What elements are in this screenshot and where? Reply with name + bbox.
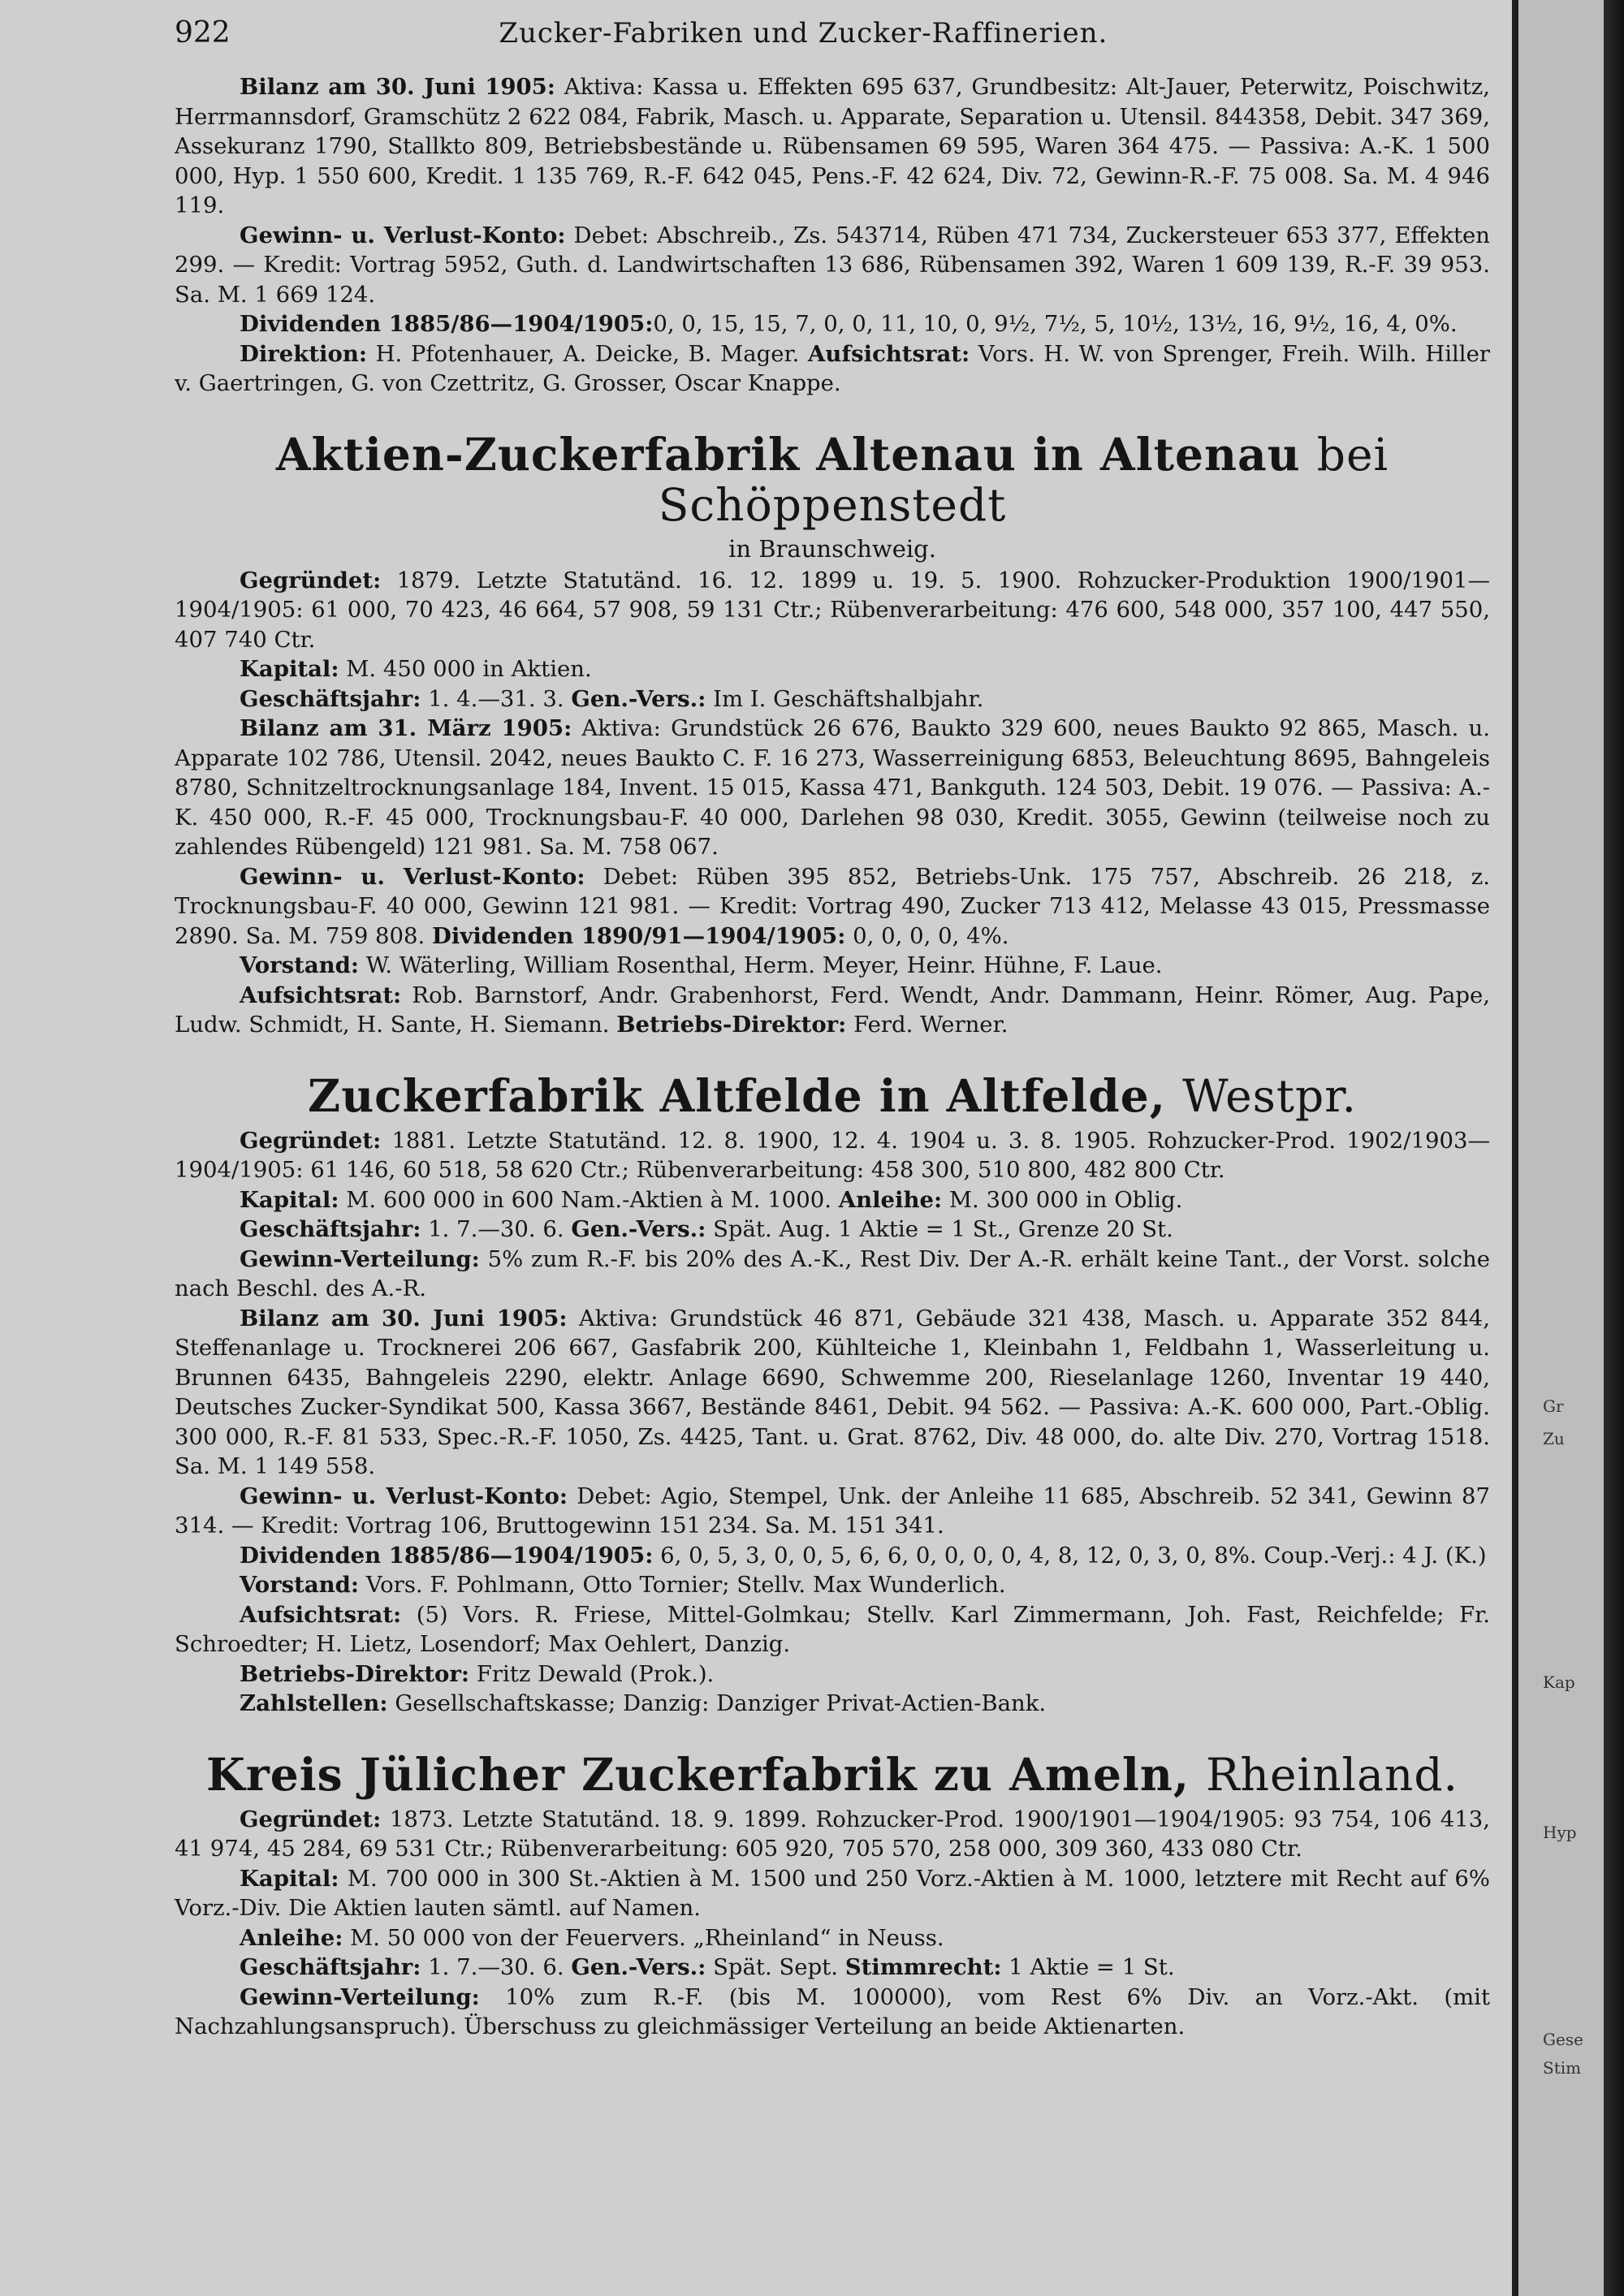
book-edge (1604, 0, 1624, 2296)
field-text: Debet: Rüben 395 852, Betriebs-Unk. 175 757, Abschreib. 26 218, z. Trocknungsbau-F. 40 000, Gewinn 121 981. — Kredit: Vortrag 490, Zucker 713 412, Melasse 43 015, Pressmasse 2890. Sa. M. 759 808. (175, 863, 1490, 949)
field-label: Direktion: (240, 340, 367, 367)
field-label: Gen.-Vers.: (571, 1954, 706, 1980)
profit-distribution-paragraph (175, 1983, 1490, 2042)
field-text: 1. 7.—30. 6. (428, 1954, 564, 1980)
company-name: Kreis Jülicher Zuckerfabrik zu Ameln, (205, 1747, 1190, 1801)
field-text: Rob. Barnstorf, Andr. Grabenhorst, Ferd. Wendt, Andr. Dammann, Heinr. Römer, Aug. Pape, Ludw. Schmidt, H. Sante, H. Siemann. (175, 982, 1490, 1038)
company-heading (175, 1747, 1490, 1801)
field-text: W. Wäterling, William Rosenthal, Herm. Meyer, Heinr. Hühne, F. Laue. (365, 952, 1163, 978)
company-entry (175, 1747, 1491, 2042)
field-label: Dividenden 1885/86—1904/1905: (240, 1542, 654, 1569)
dividends-paragraph (175, 309, 1490, 339)
company-entry (175, 1068, 1490, 1719)
margin-fragment: Kap (1543, 1672, 1575, 1692)
field-text: Ferd. Werner. (853, 1012, 1009, 1038)
founded-paragraph (175, 566, 1490, 655)
field-text: H. Pfotenhauer, A. Deicke, B. Mager. (375, 340, 800, 367)
field-label: Kapital: (240, 656, 339, 682)
field-text: Aktiva: Grundstück 26 676, Baukto 329 600, neues Baukto 92 865, Masch. u. Apparate 102 786, Utensil. 2042, neues Baukto C. F. 16 273, Wasserreinigung 6853, Beleuchtung 8695, Bahngeleis 8780, Schnitzeltrocknungsanlage 184, Invent. 15 015, Kassa 471, Bankguth. 124 503, Debit. 19 076. — Passiva: A.-K. 450 000, R.-F. 45 000, Trocknungsbau-F. 40 000, Darlehen 98 030, Kredit. 3055, Gewinn (teilweise noch zu zahlendes Rübengeld) 121 981. Sa. M. 758 067. (175, 715, 1490, 860)
profit-loss-paragraph (175, 1482, 1490, 1541)
field-label: Anleihe: (240, 1924, 343, 1951)
page-number: 922 (175, 16, 231, 50)
field-text: 1 Aktie = 1 St. (1009, 1954, 1175, 1980)
field-text: 1. 4.—31. 3. (428, 685, 564, 712)
field-text: 1873. Letzte Statutänd. 18. 9. 1899. Rohzucker-Prod. 1900/1901—1904/1905: 93 754, 106 413, 41 974, 45 284, 69 531 Ctr.; Rübenverarbeitung: 605 920, 705 570, 258 000, 309 360, 433 080 Ctr. (175, 1806, 1490, 1862)
board-paragraph (175, 1570, 1490, 1600)
running-title: Zucker-Fabriken und Zucker-Raffinerien. (499, 17, 1108, 50)
field-label: Zahlstellen: (240, 1690, 388, 1716)
field-label: Gewinn- u. Verlust-Konto: (240, 222, 566, 248)
profit-loss-paragraph (175, 221, 1490, 310)
field-text: 10% zum R.-F. (bis M. 100000), vom Rest 6% Div. an Vorz.-Akt. (mit Nachzahlungsanspruch). Überschuss zu gleichmässiger Verteilung an beide Aktienarten. (175, 1983, 1491, 2039)
company-location: Westpr. (1182, 1069, 1357, 1122)
company-name: Zuckerfabrik Altfelde in Altfelde, (308, 1068, 1166, 1122)
profit-distribution-paragraph (175, 1245, 1490, 1304)
field-text: Fritz Dewald (Prok.). (476, 1660, 715, 1687)
field-text: M. 700 000 in 300 St.-Aktien à M. 1500 und 250 Vorz.-Aktien à M. 1000, letztere mit Recht auf 6% Vorz.-Div. Die Aktien lauten sämtl. auf Namen. (175, 1865, 1490, 1921)
margin-fragment: Gr (1543, 1396, 1564, 1416)
capital-paragraph (175, 1185, 1490, 1215)
field-label: Geschäftsjahr: (240, 1216, 421, 1242)
balance-sheet-paragraph (175, 1304, 1490, 1482)
founded-paragraph (175, 1126, 1490, 1185)
field-label: Betriebs-Direktor: (616, 1012, 847, 1038)
field-text: Im I. Geschäftshalbjahr. (713, 685, 984, 712)
field-label: Bilanz am 31. März 1905: (240, 715, 572, 741)
field-label: Vorstand: (240, 952, 360, 978)
field-label: Stimmrecht: (844, 1954, 1002, 1980)
field-label: Aufsichtsrat: (807, 340, 970, 367)
fiscal-year-paragraph (175, 1953, 1490, 1983)
field-label: Bilanz am 30. Juni 1905: (240, 74, 555, 100)
balance-sheet-paragraph (175, 72, 1490, 221)
company-location: Rheinland. (1206, 1748, 1459, 1801)
field-text: 0, 0, 15, 15, 7, 0, 0, 11, 10, 0, 9½, 7½, 5, 10½, 13½, 16, 9½, 16, 4, 0%. (653, 311, 1458, 337)
field-text: Spät. Aug. 1 Aktie = 1 St., Grenze 20 St. (713, 1216, 1173, 1242)
margin-fragment: Hyp (1543, 1823, 1577, 1842)
field-label: Kapital: (240, 1865, 339, 1892)
field-label: Betriebs-Direktor: (240, 1660, 470, 1687)
supervisory-board-paragraph (175, 1600, 1490, 1659)
field-text: 1879. Letzte Statutänd. 16. 12. 1899 u. 19. 5. 1900. Rohzucker-Produktion 1900/1901—1904/1905: 61 000, 70 423, 46 664, 57 908, 59 131 Ctr.; Rübenverarbeitung: 476 600, 548 000, 357 100, 447 550, 407 740 Ctr. (175, 567, 1490, 653)
field-text: Vors. H. W. von Sprenger, Freih. Wilh. Hiller v. Gaertringen, G. von Czettritz, G. Grosser, Oscar Knappe. (175, 340, 1491, 396)
field-label: Bilanz am 30. Juni 1905: (240, 1305, 568, 1331)
paying-agents-paragraph (175, 1689, 1490, 1719)
field-label: Aufsichtsrat: (240, 982, 402, 1008)
field-text: M. 600 000 in 600 Nam.-Aktien à M. 1000. (346, 1186, 832, 1213)
field-label: Gewinn-Verteilung: (240, 1245, 480, 1272)
field-text: M. 300 000 in Oblig. (948, 1186, 1183, 1213)
field-label: Anleihe: (838, 1186, 943, 1213)
field-text: Debet: Abschreib., Zs. 543714, Rüben 471 734, Zuckersteuer 653 377, Effekten 299. — Kredit: Vortrag 5952, Guth. d. Landwirtschaften 13 686, Rübensamen 392, Waren 1 609 139, R.-F. 39 953. Sa. M. 1 669 124. (175, 222, 1490, 308)
loan-paragraph (175, 1923, 1490, 1953)
field-label: Dividenden 1890/91—1904/1905: (432, 922, 846, 949)
field-text: Gesellschaftskasse; Danzig: Danziger Privat-Actien-Bank. (395, 1690, 1047, 1716)
field-text: 0, 0, 0, 0, 4%. (853, 922, 1009, 949)
adjacent-page-strip (1518, 0, 1604, 2296)
direction-paragraph (175, 339, 1490, 399)
field-label: Aufsichtsrat: (240, 1601, 402, 1628)
company-sublocation: in Braunschweig. (728, 534, 936, 563)
field-label: Dividenden 1885/86—1904/1905: (240, 311, 654, 337)
field-label: Gegründet: (240, 1127, 382, 1154)
balance-sheet-paragraph (175, 714, 1490, 862)
field-label: Kapital: (240, 1186, 339, 1213)
operations-director-paragraph (175, 1659, 1490, 1690)
running-header (175, 16, 1490, 50)
field-label: Vorstand: (240, 1572, 360, 1598)
dividends-paragraph (175, 1541, 1490, 1571)
field-text: 1881. Letzte Statutänd. 12. 8. 1900, 12. 4. 1904 u. 3. 8. 1905. Rohzucker-Prod. 1902/1903—1904/1905: 61 146, 60 518, 58 620 Ctr.; Rübenverarbeitung: 458 300, 510 800, 482 800 Ctr. (175, 1127, 1490, 1183)
field-label: Geschäftsjahr: (240, 1954, 421, 1980)
capital-paragraph (175, 1864, 1490, 1923)
company-heading (175, 1068, 1490, 1122)
field-label: Gewinn- u. Verlust-Konto: (240, 863, 585, 890)
previous-entry-continuation (175, 72, 1490, 399)
field-text: Debet: Agio, Stempel, Unk. der Anleihe 11 685, Abschreib. 52 341, Gewinn 87 314. — Kredit: Vortrag 106, Bruttogewinn 151 234. Sa. M. 151 341. (175, 1482, 1490, 1539)
field-label: Gen.-Vers.: (571, 685, 706, 712)
fiscal-year-paragraph (175, 1215, 1490, 1245)
field-text: Aktiva: Kassa u. Effekten 695 637, Grundbesitz: Alt-Jauer, Peterwitz, Poischwitz, Herrmannsdorf, Gramschütz 2 622 084, Fabrik, Masch. u. Apparate, Separation u. Utensil. 844358, Debit. 347 369, Assekuranz 1790, Stallkto 809, Betriebsbestände u. Rübensamen 69 595, Waren 364 475. — Passiva: A.-K. 1 500 000, Hyp. 1 550 600, Kredit. 1 135 769, R.-F. 642 045, Pens.-F. 42 624, Div. 72, Gewinn-R.-F. 75 008. Sa. M. 4 946 119. (175, 74, 1490, 218)
company-entry (175, 429, 1490, 1040)
field-text: M. 450 000 in Aktien. (346, 656, 592, 682)
field-label: Gegründet: (240, 567, 382, 593)
margin-fragment: Stim (1543, 2058, 1582, 2078)
field-label: Gewinn- u. Verlust-Konto: (240, 1482, 568, 1509)
company-heading (175, 429, 1490, 530)
page-content (175, 16, 1490, 2042)
supervisory-board-paragraph (175, 981, 1490, 1040)
field-label: Gegründet: (240, 1806, 382, 1832)
company-location: bei Schöppenstedt (658, 428, 1389, 531)
field-text: M. 50 000 von der Feuervers. „Rheinland“ in Neuss. (350, 1924, 944, 1951)
column-gutter (1512, 0, 1518, 2296)
field-text: 6, 0, 5, 3, 0, 0, 5, 6, 6, 0, 0, 0, 0, 4, 8, 12, 0, 3, 0, 8%. Coup.-Verj.: 4 J. (K.) (660, 1542, 1487, 1569)
board-paragraph (175, 951, 1490, 981)
field-text: Aktiva: Grundstück 46 871, Gebäude 321 438, Masch. u. Apparate 352 844, Steffenanlage u. Trocknerei 206 667, Gasfabrik 200, Kühlteiche 1, Kleinbahn 1, Feldbahn 1, Wasserleitung u. Brunnen 6435, Bahngeleis 2290, elektr. Anlage 6690, Schwemme 200, Rieselanlage 1260, Inventar 19 440, Deutsches Zucker-Syndikat 500, Kassa 3667, Bestände 8461, Debit. 94 562. — Passiva: A.-K. 600 000, Part.-Oblig. 300 000, R.-F. 81 533, Spec.-R.-F. 1050, Zs. 4425, Tant. u. Grat. 8762, Div. 48 000, do. alte Div. 270, Vortrag 1518. Sa. M. 1 149 558. (175, 1305, 1490, 1479)
fiscal-year-paragraph (175, 684, 1490, 714)
company-name: Aktien-Zuckerfabrik Altenau in Altenau (275, 427, 1301, 481)
field-text: Spät. Sept. (713, 1954, 838, 1980)
field-text: (5) Vors. R. Friese, Mittel-Golmkau; Stellv. Karl Zimmermann, Joh. Fast, Reichfelde; Fr. Schroedter; H. Lietz, Losendorf; Max Oehlert, Danzig. (175, 1601, 1490, 1657)
field-label: Gen.-Vers.: (571, 1216, 706, 1242)
margin-fragment: Gese (1543, 2030, 1583, 2049)
capital-paragraph (175, 654, 1490, 684)
field-text: 5% zum R.-F. bis 20% des A.-K., Rest Div. Der A.-R. erhält keine Tant., der Vorst. solche nach Beschl. des A.-R. (175, 1245, 1490, 1301)
field-text: Vors. F. Pohlmann, Otto Tornier; Stellv. Max Wunderlich. (365, 1572, 1006, 1598)
field-label: Geschäftsjahr: (240, 685, 421, 712)
profit-loss-paragraph (175, 862, 1490, 952)
founded-paragraph (175, 1805, 1490, 1864)
field-text: 1. 7.—30. 6. (428, 1216, 564, 1242)
field-label: Gewinn-Verteilung: (240, 1983, 480, 2010)
margin-fragment: Zu (1543, 1429, 1565, 1448)
